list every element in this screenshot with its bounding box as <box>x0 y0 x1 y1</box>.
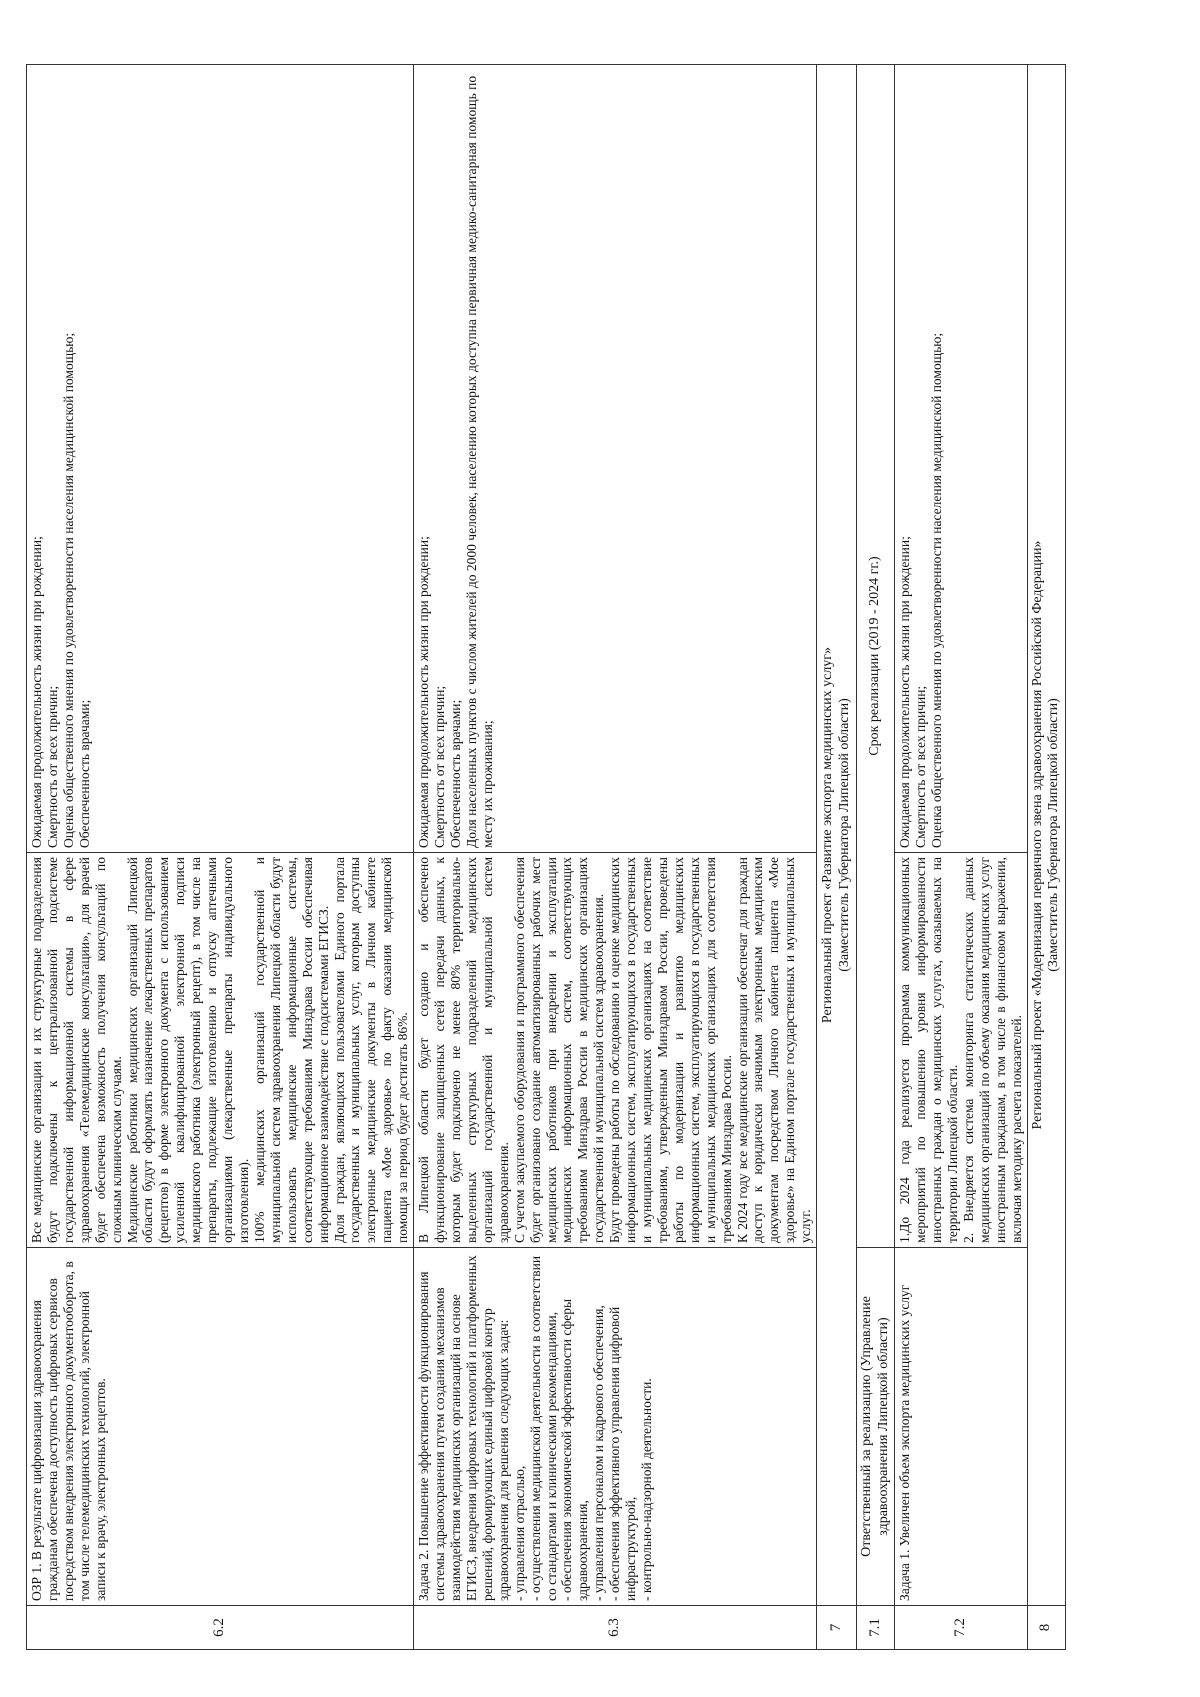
indicator-item: Ожидаемая продолжительность жизни при рождении; <box>416 536 432 848</box>
project-title: Региональный проект «Развитие экспорта медицинских услуг» <box>820 646 836 1024</box>
table-row-6-2 <box>27 65 414 1650</box>
table-row-7 <box>817 65 857 1650</box>
task-cell <box>414 1248 817 1606</box>
task-line: - обеспечения эффективного управления цифровой инфраструктурой, <box>607 1306 639 1601</box>
results-cell <box>27 853 414 1248</box>
row-number: 6.2 <box>27 1606 414 1650</box>
task-line: - управления отраслью, <box>511 1465 527 1601</box>
results-cell <box>414 853 817 1248</box>
task-line: - управления персоналом и кадрового обеспечения, <box>591 1305 607 1601</box>
table-row-7-1 <box>857 65 895 1650</box>
project-subtitle: (Заместитель Губернатора Липецкой области) <box>1046 698 1062 972</box>
responsible-cell: Ответственный за реализацию (Управление здравоохранения Липецкой области) <box>857 1248 895 1606</box>
indicator-item: Смертность от всех причин; <box>44 685 60 848</box>
task-line: Задача 2. Повышение эффективности функционирования системы здравоохранения путем создания механизмов взаимодействия медицинских организаций на основе ЕГИСЗ, внедрения цифровых технологий и платформенных решений, формирующих единый цифровой контур здравоохранения для решения следующих задач: <box>416 1255 511 1601</box>
indicator-item: Ожидаемая продолжительность жизни при рождении; <box>897 536 913 848</box>
table-row-8 <box>1027 65 1065 1650</box>
indicator-item: Ожидаемая продолжительность жизни при рождении; <box>29 536 44 848</box>
indicator-item: Оценка общественного мнения по удовлетворенности населения медицинской помощью; <box>929 332 945 848</box>
row-number: 7.1 <box>857 1606 895 1650</box>
result-paragraph: Медицинские работники медицинских организаций Липецкой области будут оформлять назначение лекарственных препаратов (рецептов) в форме электронного документа с использованием усиленной квалифицированной электронной подписи медицинского работника (электронный рецепт), в том числе на препараты, подлежащие изготовлению и отпуску аптечными организациями (лекарственные препараты индивидуального изготовления). <box>124 857 251 1243</box>
term-cell: Срок реализации (2019 - 2024 гг.) <box>857 65 895 1248</box>
indicators-cell <box>27 65 414 853</box>
task-line: - контрольно-надзорной деятельности. <box>639 1378 655 1601</box>
result-paragraph: К 2024 году все медицинские организации обеспечат для граждан доступ к юридически значимым электронным медицинским документам посредством Личного кабинета пациента «Мое здоровье» на Едином портале государственных и муниципальных услуг. <box>734 857 814 1243</box>
indicator-item: Смертность от всех причин; <box>432 685 448 848</box>
table-row-6-3 <box>414 65 817 1650</box>
result-paragraph: Доля граждан, являющихся пользователями Единого портала государственных и муниципальных услуг, которым доступны электронные медицинские документы в Личном кабинете пациента «Мое здоровье» по факту оказания медицинской помощи за период будет достигать 86%. <box>331 857 411 1243</box>
task-line: - осуществления медицинской деятельности в соответствии со стандартами и клиническими рекомендациями, <box>527 1255 559 1601</box>
indicator-item: Смертность от всех причин; <box>913 685 929 848</box>
result-paragraph: Будут проведены работы по обследованию и оценке медицинских информационных систем, эксплуатирующихся в государственных и муниципальных медицинских организациях на соответствие требованиям, утвержденным Минздравом России, проведены работы по модернизации и развитию медицинских информационных систем, эксплуатирующихся в государственных и муниципальных медицинских организациях для соответствия требованиям Минздрава России. <box>607 857 734 1243</box>
project-title: Региональный проект «Модернизация первичного звена здравоохранения Российской Федерации» <box>1029 540 1045 1130</box>
indicator-item: Обеспеченность врачами; <box>76 699 92 848</box>
indicator-item: Оценка общественного мнения по удовлетворенности населения медицинской помощью; <box>60 332 76 848</box>
result-paragraph: В Липецкой области будет создано и обеспечено функционирование защищенных сетей передачи данных, к которым будет подключено не менее 80% территориально-выделенных структурных подразделений медицинских организаций государственной и муниципальной систем здравоохранения. <box>416 857 511 1243</box>
row-number: 8 <box>1027 1606 1065 1650</box>
result-paragraph: Все медицинские организации и их структурные подразделения будут подключены к централизованной подсистеме государственной информационной системы в сфере здравоохранения «Телемедицинские консультации», для врачей будет обеспечена возможность получения консультаций по сложным клиническим случаям. <box>29 857 124 1243</box>
indicators-cell <box>895 65 1027 853</box>
program-table <box>26 64 1066 1650</box>
indicators-cell <box>414 65 817 853</box>
result-paragraph: 100% медицинских организаций государственной и муниципальной систем здравоохранения Липецкой области будут использовать медицинские информационные системы, соответствующие требованиям Минздрава России обеспечивая информационное взаимодействие с подсистемами ЕГИСЗ. <box>251 857 331 1243</box>
result-paragraph: 2. Внедряется система мониторинга статистических данных медицинских организаций по объему оказания медицинских услуг иностранным гражданам, в том числе в финансовом выражении, включая методику расчета показателей. <box>960 857 1024 1243</box>
project-header <box>817 65 857 1606</box>
table-row-7-2 <box>895 65 1027 1650</box>
row-number: 6.3 <box>414 1606 817 1650</box>
project-subtitle: (Заместитель Губернатора Липецкой области) <box>836 698 852 972</box>
result-paragraph: С учетом закупаемого оборудования и программного обеспечения будет организовано создание автоматизированных рабочих мест медицинских работников при внедрении и эксплуатации медицинских информационных систем, соответствующих требованиям Минздрава России в медицинских организациях государственной и муниципальной систем здравоохранения. <box>511 857 607 1243</box>
project-header <box>1027 65 1065 1606</box>
indicator-item: Доля населенных пунктов с числом жителей до 2000 человек, населению которых доступна первичная медико-санитарная помощь по месту их проживания; <box>463 75 495 848</box>
task-line: - обеспечения экономической эффективности сферы здравоохранения, <box>559 1298 591 1601</box>
results-cell <box>895 853 1027 1248</box>
rotated-document-page <box>26 65 1200 1650</box>
task-cell: ОЗР 1. В результате цифровизации здравоохранения гражданам обеспечена доступность цифровых сервисов посредством внедрения электронного документооборота, в том числе телемедицинских технологий, электронной записи к врачу, электронных рецептов. <box>27 1248 414 1606</box>
row-number: 7 <box>817 1606 857 1650</box>
indicator-item: Обеспеченность врачами; <box>447 699 463 848</box>
result-paragraph: 1.До 2024 года реализуется программа коммуникационных мероприятий по повышению уровня информированности иностранных граждан о медицинских услугах, оказываемых на территории Липецкой области. <box>897 857 960 1243</box>
task-cell: Задача 1. Увеличен объем экспорта медицинских услуг <box>895 1248 1027 1606</box>
row-number: 7.2 <box>895 1606 1027 1650</box>
